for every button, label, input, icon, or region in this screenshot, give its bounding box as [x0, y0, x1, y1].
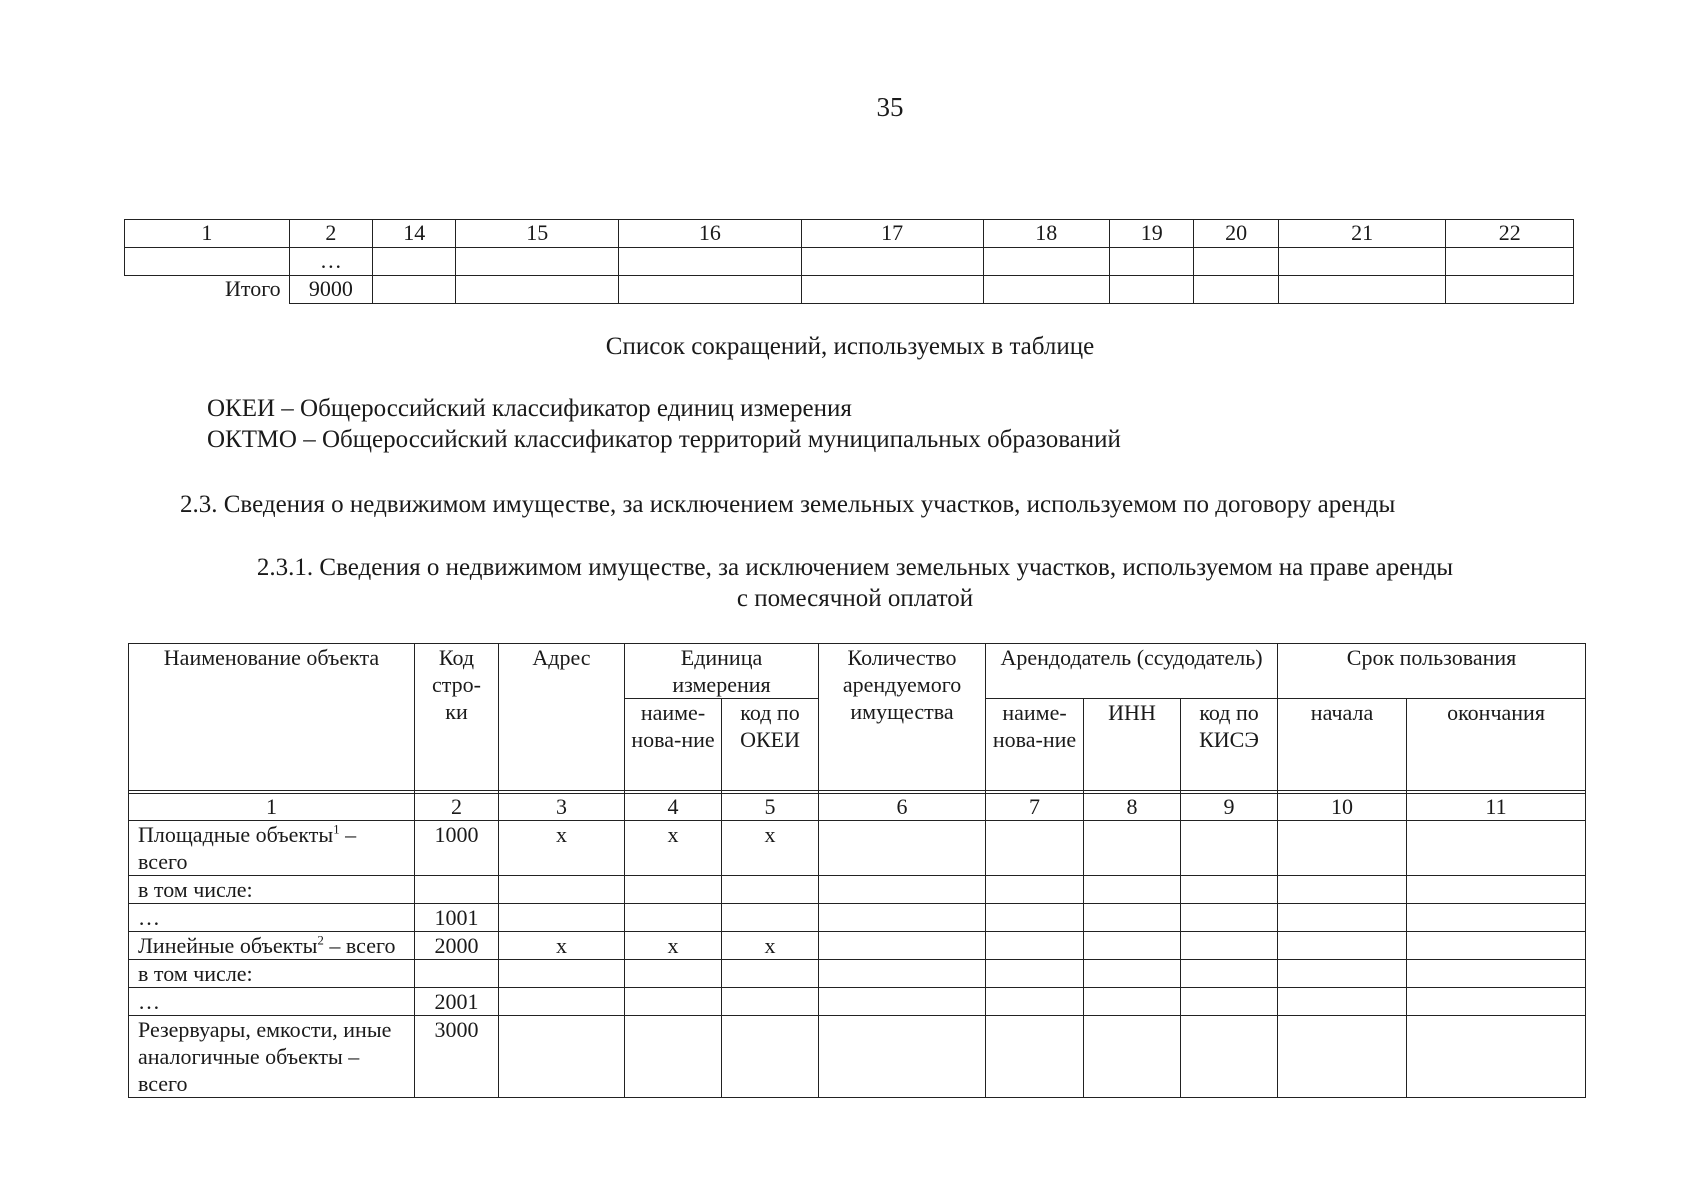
row-code [415, 960, 499, 988]
table-cell [819, 821, 986, 876]
table-cell [1181, 876, 1278, 904]
abbreviation-item: ОКТМО – Общероссийский классификатор территорий муниципальных образований [207, 426, 1121, 453]
table-cell [1181, 904, 1278, 932]
table-cell [625, 876, 722, 904]
header-unit-name: наиме-нова-ние [625, 699, 722, 791]
table-cell [1407, 932, 1586, 960]
table-cell [619, 276, 802, 304]
table-cell [625, 1016, 722, 1098]
table-cell [1194, 248, 1278, 276]
table-row [129, 904, 1586, 932]
table-cell: х [722, 932, 819, 960]
col-header: 15 [456, 220, 619, 248]
table-cell [1181, 932, 1278, 960]
col-header: 18 [983, 220, 1110, 248]
table-cell [625, 988, 722, 1016]
col-header: 1 [125, 220, 290, 248]
table-cell [986, 904, 1084, 932]
abbreviation-item: ОКЕИ – Общероссийский классификатор единиц измерения [207, 395, 852, 422]
col-header: 16 [619, 220, 802, 248]
table-cell [1407, 988, 1586, 1016]
col-header: 14 [373, 220, 456, 248]
table-cell [983, 276, 1110, 304]
table-cell [722, 1016, 819, 1098]
table-cell: х [499, 821, 625, 876]
table-cell [1084, 1016, 1181, 1098]
header-row [129, 644, 1586, 699]
table-cell [1278, 276, 1446, 304]
table-cell: х [722, 821, 819, 876]
table-cell [819, 932, 986, 960]
header-address: Адрес [499, 644, 625, 791]
col-header: 21 [1278, 220, 1446, 248]
object-name: Резервуары, емкости, иные аналогичные объекты – всего [138, 1017, 392, 1096]
table-cell [1407, 1016, 1586, 1098]
table-row [129, 1016, 1586, 1098]
row-code: 2001 [415, 988, 499, 1016]
table-cell [373, 248, 456, 276]
page-number: 35 [876, 92, 904, 122]
table-cell [499, 960, 625, 988]
table-cell [986, 821, 1084, 876]
continuation-header-row [125, 220, 1574, 248]
table-cell [1194, 276, 1278, 304]
table-cell [722, 988, 819, 1016]
col-header: 2 [289, 220, 372, 248]
table-cell [1084, 904, 1181, 932]
table-cell [801, 248, 983, 276]
table-cell [1446, 276, 1574, 304]
table-cell [986, 960, 1084, 988]
column-number: 2 [415, 794, 499, 821]
table-cell [1407, 904, 1586, 932]
object-name-cell [129, 932, 415, 960]
object-name-cell [129, 960, 415, 988]
table-cell [1084, 821, 1181, 876]
table-cell [801, 276, 983, 304]
header-lessor-kise: код по КИСЭ [1181, 699, 1278, 791]
object-name: в том числе: [138, 961, 253, 986]
table-cell [722, 960, 819, 988]
abbreviations-title: Список сокращений, используемых в таблице [605, 333, 1095, 360]
table-row [129, 960, 1586, 988]
continuation-total-row [125, 276, 1574, 304]
table-cell: х [625, 932, 722, 960]
column-number: 7 [986, 794, 1084, 821]
table-cell [1181, 821, 1278, 876]
table-cell [983, 248, 1110, 276]
table-cell [1407, 876, 1586, 904]
column-number: 8 [1084, 794, 1181, 821]
table-cell [1084, 932, 1181, 960]
table-cell [456, 276, 619, 304]
header-term: Срок пользования [1278, 644, 1586, 699]
table-cell [1110, 276, 1194, 304]
object-name-suffix: – всего [323, 933, 396, 958]
column-number: 11 [1407, 794, 1586, 821]
table-cell [819, 876, 986, 904]
table-row [129, 876, 1586, 904]
table-cell: х [499, 932, 625, 960]
column-number: 3 [499, 794, 625, 821]
object-name-cell [129, 1016, 415, 1098]
table-cell [722, 904, 819, 932]
object-name: Линейные объекты [138, 933, 318, 958]
table-cell [819, 1016, 986, 1098]
table-cell [722, 876, 819, 904]
subsection-heading [0, 552, 1698, 614]
table-cell [819, 904, 986, 932]
table-cell [373, 276, 456, 304]
table-cell [499, 904, 625, 932]
table-cell [819, 988, 986, 1016]
table-cell [619, 248, 802, 276]
header-lessor-inn: ИНН [1084, 699, 1181, 791]
table-cell [1278, 821, 1407, 876]
object-name: в том числе: [138, 877, 253, 902]
header-object-name: Наименование объекта [129, 644, 415, 791]
table-cell [1278, 904, 1407, 932]
column-number-row [129, 794, 1586, 821]
subsection-heading-line2: с помесячной оплатой [736, 585, 974, 612]
column-number: 6 [819, 794, 986, 821]
table-cell [1181, 1016, 1278, 1098]
col-header: 22 [1446, 220, 1574, 248]
table-cell [1407, 821, 1586, 876]
object-name-suffix: – всего [138, 822, 357, 874]
table-cell [1278, 248, 1446, 276]
table-cell [986, 988, 1084, 1016]
header-unit-okei: код по ОКЕИ [722, 699, 819, 791]
table-cell [1278, 932, 1407, 960]
object-name: … [138, 905, 160, 930]
table-cell [986, 932, 1084, 960]
table-cell [1181, 960, 1278, 988]
table-row [129, 932, 1586, 960]
row-code: 1001 [415, 904, 499, 932]
col-header: 19 [1110, 220, 1194, 248]
header-lessor-name: наиме-нова-ние [986, 699, 1084, 791]
header-quantity: Количество арендуемого имущества [819, 644, 986, 791]
table-cell [1407, 960, 1586, 988]
subsection-heading-line1: 2.3.1. Сведения о недвижимом имуществе, за исключением земельных участков, используемом на праве аренды [256, 554, 1454, 581]
total-code: 9000 [289, 276, 372, 304]
object-name-cell [129, 876, 415, 904]
object-name-cell [129, 821, 415, 876]
table-cell: х [625, 821, 722, 876]
table-cell [456, 248, 619, 276]
abbreviations-list [207, 393, 1121, 455]
table-cell [1446, 248, 1574, 276]
object-name: Площадные объекты [138, 822, 334, 847]
continuation-table [124, 219, 1574, 304]
table-cell [1278, 1016, 1407, 1098]
table-body [129, 821, 1586, 1098]
header-row-code: Код стро-ки [415, 644, 499, 791]
table-cell [986, 876, 1084, 904]
continuation-ellipsis-row [125, 248, 1574, 276]
table-cell [819, 960, 986, 988]
object-name: … [138, 989, 160, 1014]
row-code: 1000 [415, 821, 499, 876]
object-name-cell [129, 988, 415, 1016]
table-cell [1278, 988, 1407, 1016]
column-number: 5 [722, 794, 819, 821]
column-number: 10 [1278, 794, 1407, 821]
table-cell [499, 988, 625, 1016]
table-row [129, 821, 1586, 876]
footnote-marker: 1 [333, 821, 340, 837]
rental-property-table [128, 643, 1586, 1098]
header-term-start: начала [1278, 699, 1407, 791]
table-cell [1278, 876, 1407, 904]
column-number: 4 [625, 794, 722, 821]
table-row [129, 988, 1586, 1016]
row-code: 2000 [415, 932, 499, 960]
table-cell [499, 1016, 625, 1098]
table-cell [1278, 960, 1407, 988]
row-code [415, 876, 499, 904]
table-cell [1181, 988, 1278, 1016]
table-cell [1084, 988, 1181, 1016]
table-cell [1084, 876, 1181, 904]
header-unit: Единица измерения [625, 644, 819, 699]
table-cell [625, 960, 722, 988]
section-heading: 2.3. Сведения о недвижимом имуществе, за исключением земельных участков, используемом по договору аренды [180, 491, 1396, 518]
column-number: 9 [1181, 794, 1278, 821]
total-label: Итого [125, 276, 290, 304]
footnote-marker: 2 [317, 932, 324, 948]
row-code: 3000 [415, 1016, 499, 1098]
object-name-cell [129, 904, 415, 932]
column-number: 1 [129, 794, 415, 821]
table-cell: … [289, 248, 372, 276]
table-cell [125, 248, 290, 276]
header-term-end: окончания [1407, 699, 1586, 791]
table-cell [499, 876, 625, 904]
col-header: 17 [801, 220, 983, 248]
table-cell [1110, 248, 1194, 276]
table-cell [625, 904, 722, 932]
table-cell [1084, 960, 1181, 988]
col-header: 20 [1194, 220, 1278, 248]
table-cell [986, 1016, 1084, 1098]
header-lessor: Арендодатель (ссудодатель) [986, 644, 1278, 699]
